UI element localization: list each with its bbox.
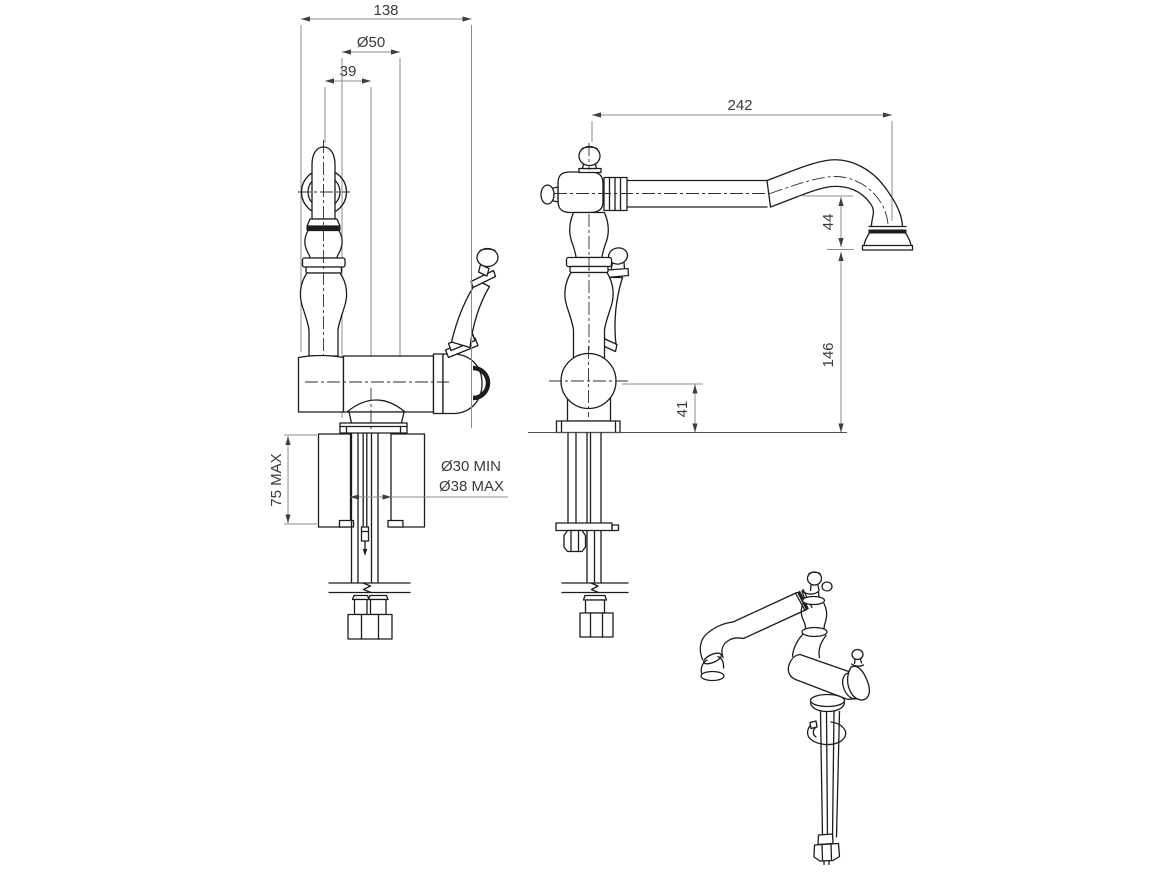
label-hole-max: Ø38 MAX	[439, 478, 505, 495]
dim-label-146: 146	[820, 342, 837, 368]
label-hole-min: Ø30 MIN	[441, 458, 502, 475]
dim-outlet-height	[820, 252, 844, 433]
dim-label-50: Ø50	[356, 34, 386, 51]
front-view	[299, 147, 502, 639]
side-view	[528, 147, 913, 638]
dim-label-138: 138	[373, 2, 399, 19]
dim-hole-diameter	[350, 458, 508, 500]
perspective-view	[700, 572, 869, 865]
dim-label-75max: 75 MAX	[268, 453, 285, 507]
dim-label-39: 39	[339, 63, 357, 80]
dim-body-center-height	[622, 384, 703, 433]
dim-label-44: 44	[820, 213, 837, 231]
dim-label-242: 242	[727, 97, 753, 114]
dim-label-41: 41	[674, 400, 691, 418]
dim-deck-thickness	[268, 435, 317, 524]
dim-spout-reach	[592, 97, 892, 221]
dim-outlet-drop	[803, 196, 854, 250]
